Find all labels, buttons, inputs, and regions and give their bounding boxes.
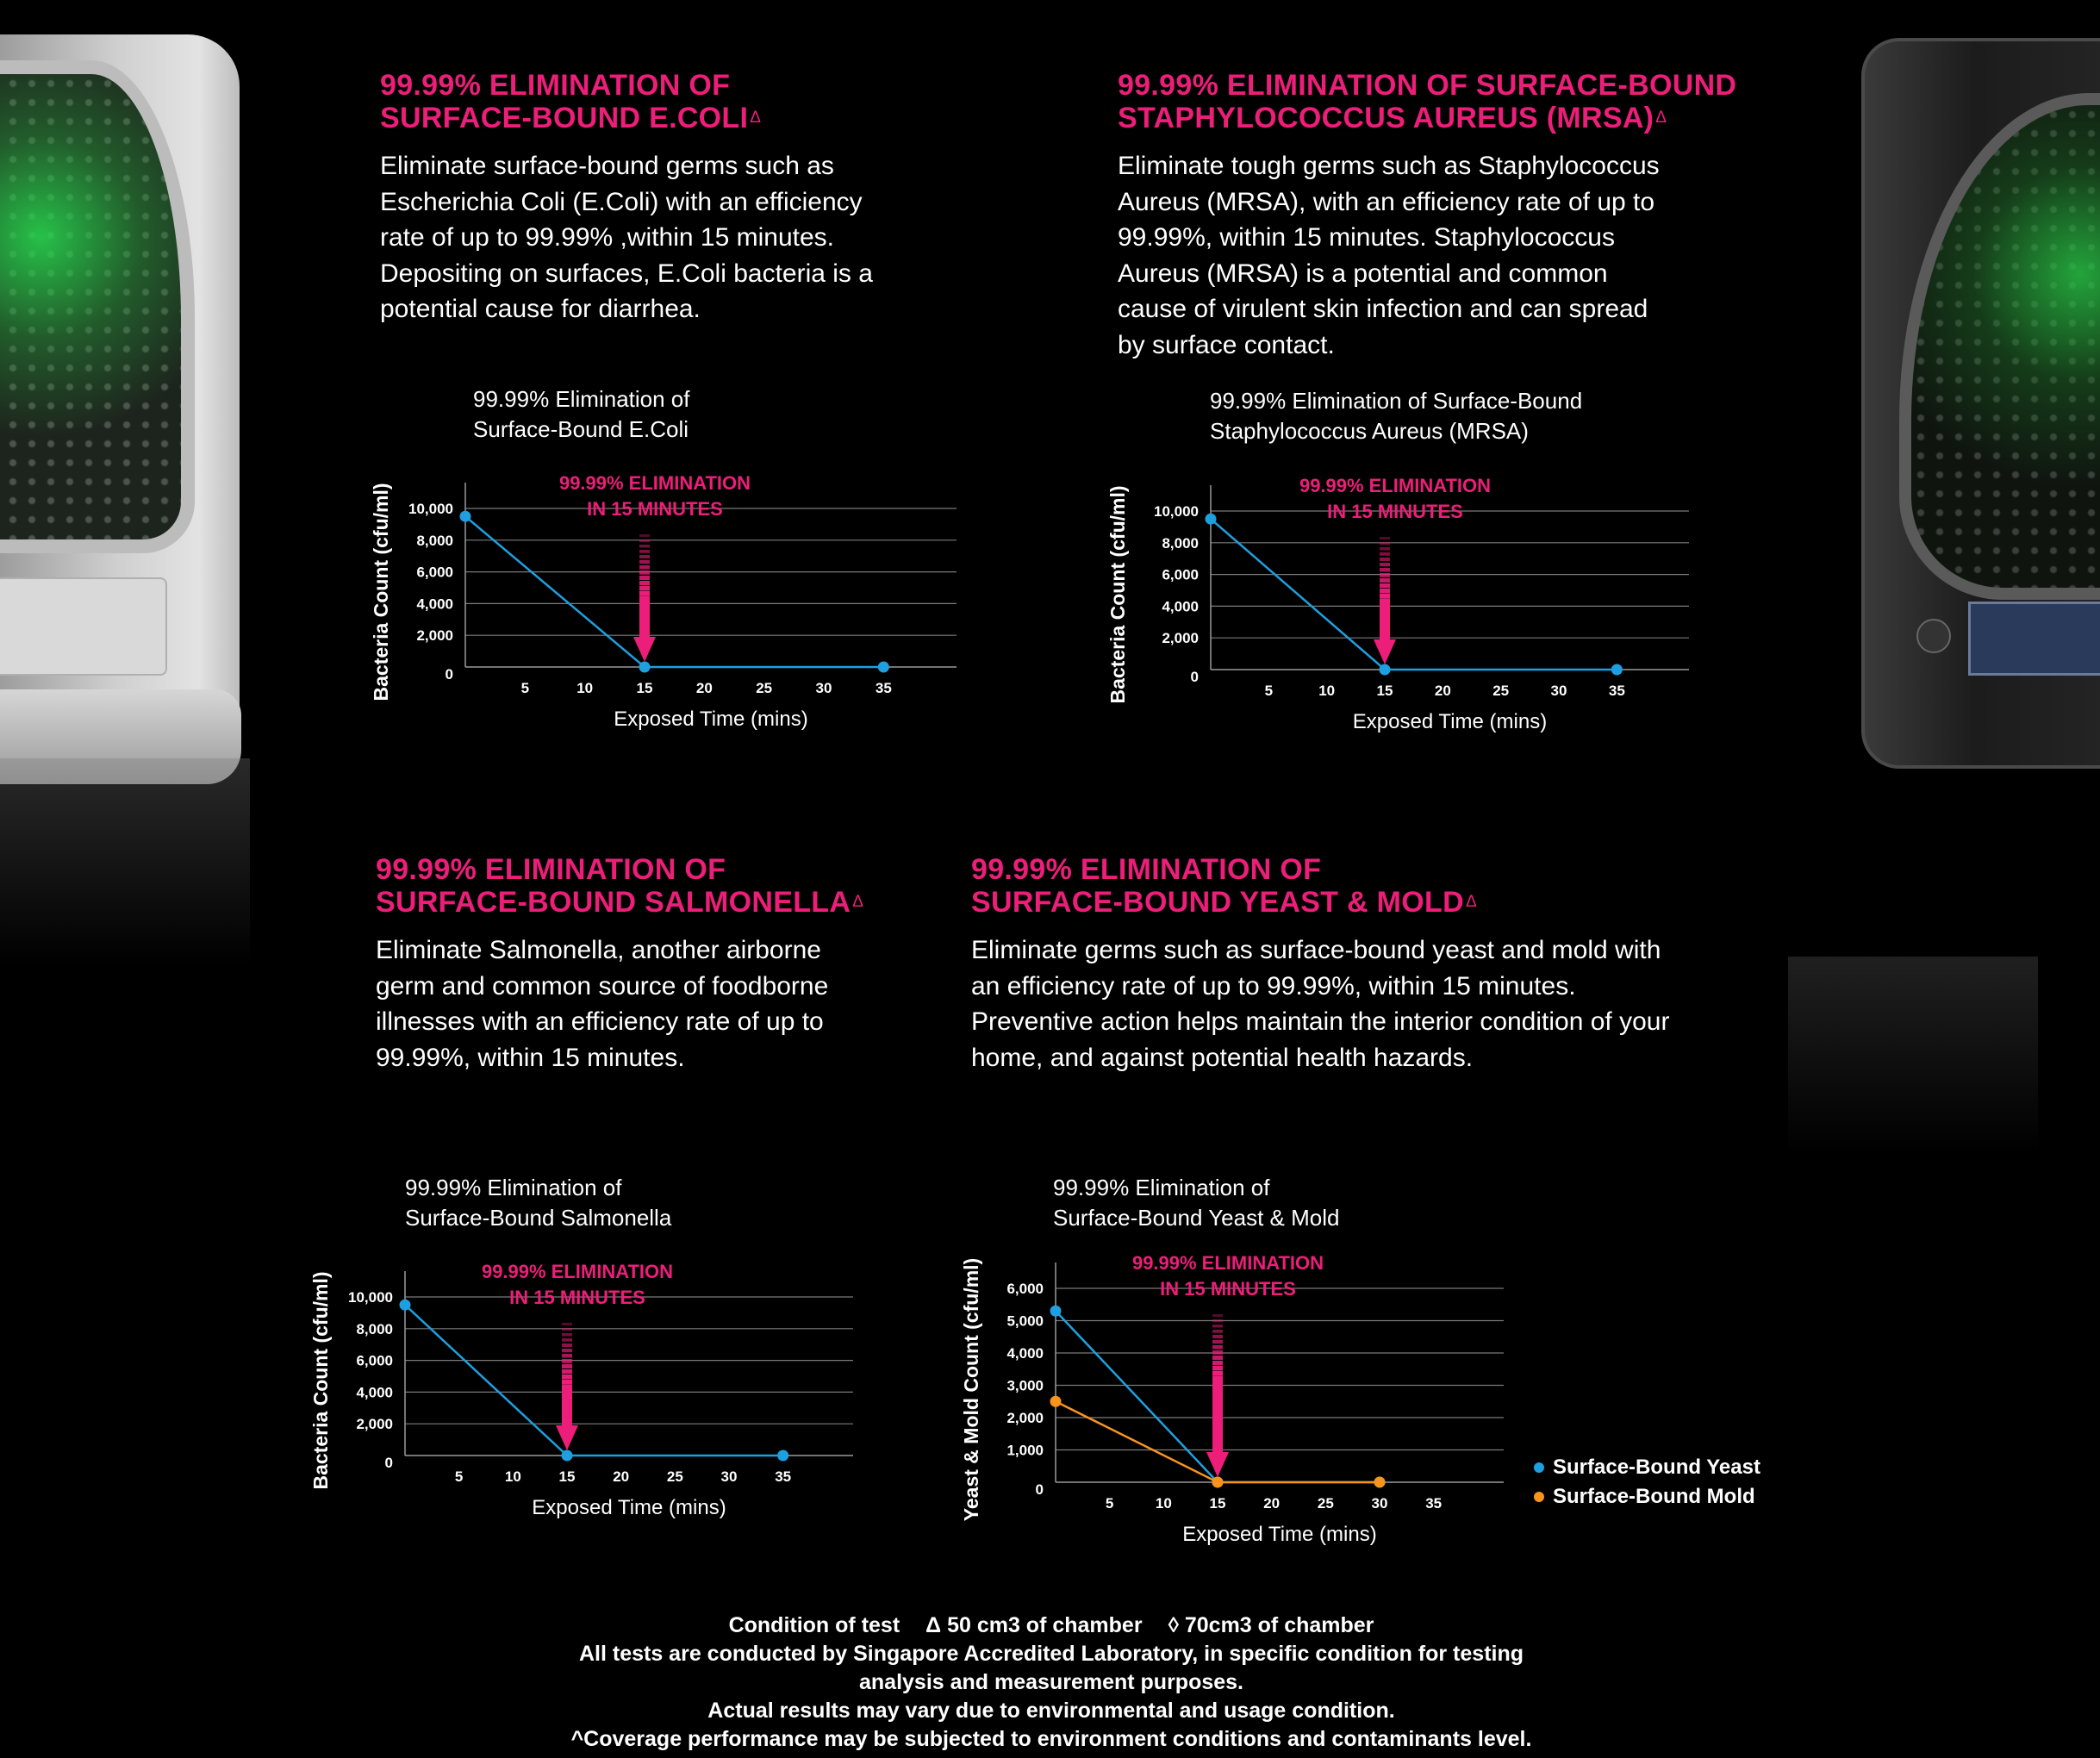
arrow-shaft-dash	[562, 1354, 572, 1358]
annotation-label: IN 15 MINUTES	[587, 498, 723, 520]
y-tick-label: 10,000	[1154, 503, 1199, 520]
y-tick-label: 6,000	[1162, 566, 1199, 583]
data-point	[1374, 1476, 1386, 1487]
arrow-shaft-dash	[1212, 1330, 1223, 1333]
data-point	[1050, 1396, 1062, 1407]
arrow-shaft-dash	[639, 622, 650, 627]
air-purifier-black-image	[1861, 38, 2100, 769]
ecoli-heading	[380, 69, 761, 134]
mrsa-description-line: 99.99%, within 15 minutes. Staphylococcus	[1118, 223, 1615, 252]
y-tick-label: 10,000	[348, 1289, 393, 1306]
y-tick-label: 10,000	[408, 501, 453, 517]
delta-marker: Δ	[1465, 893, 1477, 911]
arrow-shaft-dash	[562, 1323, 572, 1325]
ecoli-description-line: Eliminate surface-bound germs such as	[380, 152, 834, 180]
y-tick-label: 3,000	[1006, 1377, 1044, 1394]
delta-marker: Δ	[750, 109, 762, 127]
salmonella-description-line: 99.99%, within 15 minutes.	[376, 1043, 685, 1072]
arrow-shaft-dash	[1212, 1350, 1223, 1355]
footer-line: All tests are conducted by Singapore Accredited Laboratory, in specific condition for testing	[578, 1642, 1524, 1666]
arrow-shaft-dash	[1380, 578, 1390, 583]
y-axis-title: Yeast & Mold Count (cfu/ml)	[960, 1257, 982, 1522]
arrow-shaft-dash	[1212, 1371, 1223, 1376]
mrsa-heading-line-2: STAPHYLOCOCCUS AUREUS (MRSA) $^\Delta$	[1118, 102, 1667, 134]
arrow-shaft-dash	[1212, 1443, 1223, 1449]
arrow-shaft-dash	[1212, 1423, 1223, 1428]
mrsa-description-line: by surface contact.	[1118, 330, 1335, 359]
y-tick-label: 4,000	[416, 595, 453, 613]
y-tick-label: 8,000	[416, 532, 453, 549]
annotation-label: 99.99% ELIMINATION	[481, 1261, 674, 1282]
arrow-shaft-dash	[562, 1400, 572, 1406]
arrow-shaft-dash	[1380, 583, 1390, 588]
ecoli-description-line: potential cause for diarrhea.	[380, 295, 701, 323]
arrow-shaft-dash	[1380, 609, 1390, 614]
arrow-shaft-dash	[1380, 568, 1390, 572]
arrow-shaft-dash	[1212, 1433, 1223, 1438]
y-tick-label: 2,000	[1162, 630, 1199, 647]
footer-line: Actual results may vary due to environmental and usage condition.	[707, 1699, 1395, 1723]
arrow-shaft-dash	[1212, 1412, 1223, 1418]
series-line	[405, 1305, 783, 1456]
mrsa-line-chart	[1099, 468, 1702, 752]
x-tick-label: 10	[1318, 683, 1336, 699]
x-tick-label: 5	[520, 680, 530, 696]
yeast-mold-heading-line-1: 99.99% ELIMINATION OF	[971, 853, 1322, 886]
arrow-shaft-dash	[1380, 625, 1390, 630]
salmonella-description-line: illnesses with an efficiency rate of up to	[376, 1007, 824, 1036]
legend-item-mold	[1534, 1482, 1760, 1512]
arrow-shaft-dash	[562, 1328, 572, 1331]
conditions-line	[431, 1612, 1672, 1640]
arrow-shaft-dash	[562, 1359, 572, 1363]
x-tick-label: 25	[1317, 1495, 1334, 1512]
mrsa-description-line: Aureus (MRSA), with an efficiency rate of up to	[1118, 187, 1655, 216]
chart-title-line: Surface-Bound Yeast & Mold	[1053, 1205, 1340, 1231]
arrow-shaft-dash	[639, 586, 650, 591]
air-purifier-white-image	[0, 34, 240, 757]
arrow-shaft-dash	[639, 596, 650, 602]
x-tick-label: 25	[666, 1468, 683, 1485]
x-tick-label: 5	[1105, 1495, 1114, 1512]
arrow-shaft-dash	[562, 1390, 572, 1395]
arrow-shaft-dash	[1212, 1314, 1223, 1317]
annotation-label: 99.99% ELIMINATION	[558, 472, 751, 494]
y-tick-label: 4,000	[1162, 598, 1199, 615]
arrow-shaft-dash	[562, 1333, 572, 1337]
arrow-shaft-dash	[1212, 1376, 1223, 1381]
arrow-shaft-dash	[639, 545, 650, 548]
arrow-shaft-dash	[562, 1375, 572, 1380]
chart-title-line: Surface-Bound Salmonella	[405, 1205, 672, 1231]
y-tick-label: 0	[384, 1455, 393, 1471]
ecoli-description-line: Escherichia Coli (E.Coli) with an efficiency	[380, 187, 863, 216]
legend-item-yeast	[1534, 1453, 1760, 1482]
arrow-shaft-dash	[1380, 537, 1390, 539]
y-tick-label: 8,000	[1162, 534, 1199, 552]
y-tick-label: 0	[445, 666, 453, 683]
condition-label: Condition of test	[728, 1613, 900, 1637]
arrow-shaft-dash	[562, 1343, 572, 1347]
x-tick-label: 30	[1550, 683, 1567, 699]
arrow-shaft-dash	[639, 602, 650, 607]
salmonella-description	[376, 932, 828, 1075]
annotation-label: IN 15 MINUTES	[509, 1287, 645, 1308]
annotation-label: IN 15 MINUTES	[1160, 1278, 1296, 1300]
arrow-shaft-dash	[1380, 547, 1390, 551]
arrow-shaft-dash	[1380, 573, 1390, 577]
x-tick-label: 5	[454, 1468, 464, 1485]
data-point	[1050, 1306, 1062, 1317]
legend-label-mold: Surface-Bound Mold	[1553, 1485, 1755, 1508]
y-tick-label: 2,000	[356, 1416, 393, 1433]
arrow-shaft-dash	[1380, 630, 1390, 635]
footer-line: ^Coverage performance may be subjected to environment conditions and contaminants level.	[570, 1727, 1532, 1751]
y-tick-label: 6,000	[356, 1352, 393, 1369]
arrow-shaft-dash	[1212, 1361, 1223, 1365]
data-point	[878, 661, 889, 672]
ecoli-description	[380, 148, 873, 327]
yeast-mold-heading-line-2: SURFACE-BOUND YEAST & MOLD $^\Delta$	[971, 886, 1477, 919]
legend-dot-yeast	[1534, 1462, 1544, 1473]
y-tick-label: 8,000	[356, 1320, 393, 1337]
arrow-shaft-dash	[1380, 589, 1390, 594]
salmonella-chart-title	[405, 1173, 671, 1233]
arrow-shaft-dash	[1212, 1381, 1223, 1387]
arrow-shaft-dash	[1212, 1428, 1223, 1433]
legend-dot-mold	[1534, 1492, 1544, 1502]
yeast-mold-description-line: Eliminate germs such as surface-bound yeast and mold with	[971, 936, 1661, 964]
yeast-mold-description	[971, 932, 1669, 1075]
arrow-shaft-dash	[639, 565, 650, 570]
data-point	[1212, 1476, 1224, 1487]
x-axis-title: Exposed Time (mins)	[1352, 710, 1548, 733]
arrow-shaft-dash	[639, 550, 650, 553]
arrow-shaft-dash	[1380, 552, 1390, 556]
data-point	[400, 1300, 411, 1311]
arrow-shaft-dash	[639, 555, 650, 558]
x-tick-label: 20	[695, 680, 713, 696]
yeast-mold-legend	[1534, 1453, 1760, 1512]
arrow-shaft-dash	[562, 1411, 572, 1416]
x-tick-label: 15	[636, 680, 653, 696]
arrow-shaft-dash	[1212, 1319, 1223, 1322]
arrow-shaft-dash	[562, 1338, 572, 1342]
arrow-shaft-dash	[1212, 1397, 1223, 1402]
x-tick-label: 10	[504, 1468, 521, 1485]
y-tick-label: 0	[1190, 669, 1199, 685]
arrow-shaft-dash	[1212, 1387, 1223, 1392]
chart-title-line: 99.99% Elimination of Surface-Bound	[1210, 388, 1583, 414]
y-tick-label: 4,000	[1006, 1345, 1044, 1362]
arrow-shaft-dash	[1212, 1345, 1223, 1350]
arrow-shaft-dash	[1380, 604, 1390, 609]
yeast-mold-heading	[971, 853, 1477, 919]
y-tick-label: 0	[1035, 1481, 1044, 1498]
arrow-shaft-dash	[639, 607, 650, 612]
chart-title-line: Staphylococcus Aureus (MRSA)	[1210, 418, 1529, 444]
y-tick-label: 2,000	[416, 627, 453, 645]
mrsa-description-line: Aureus (MRSA) is a potential and common	[1118, 259, 1608, 288]
annotation-label: 99.99% ELIMINATION	[1131, 1252, 1324, 1274]
down-arrow-icon	[633, 637, 656, 662]
mrsa-heading	[1118, 69, 1736, 134]
test-conditions-footer	[431, 1612, 1672, 1754]
salmonella-heading-line-2: SURFACE-BOUND SALMONELLA $^\Delta$	[376, 886, 864, 919]
x-tick-label: 35	[775, 1468, 792, 1485]
data-point	[460, 511, 471, 522]
yeast-mold-line-chart	[952, 1250, 1512, 1555]
arrow-shaft-dash	[639, 617, 650, 622]
x-tick-label: 25	[1492, 683, 1510, 699]
legend-label-yeast: Surface-Bound Yeast	[1553, 1456, 1760, 1479]
x-tick-label: 15	[1209, 1495, 1226, 1512]
arrow-shaft-dash	[1380, 558, 1390, 561]
data-point	[639, 661, 651, 672]
data-point	[1611, 664, 1623, 675]
arrow-shaft-dash	[1212, 1407, 1223, 1412]
mrsa-description-line: cause of virulent skin infection and can spread	[1118, 295, 1648, 323]
arrow-shaft-dash	[1380, 563, 1390, 566]
y-axis-title: Bacteria Count (cfu/ml)	[1106, 485, 1129, 704]
data-point	[1206, 514, 1217, 525]
condition-chamber-70: ◊ 70cm3 of chamber	[1168, 1613, 1374, 1637]
ecoli-description-line: Depositing on surfaces, E.Coli bacteria is a	[380, 259, 873, 288]
x-tick-label: 5	[1264, 683, 1274, 699]
arrow-shaft-dash	[1380, 599, 1390, 604]
arrow-shaft-dash	[1212, 1392, 1223, 1397]
delta-marker: Δ	[852, 893, 864, 911]
arrow-shaft-dash	[639, 570, 650, 575]
yeast-mold-description-line: Preventive action helps maintain the interior condition of your	[971, 1007, 1670, 1036]
arrow-shaft-dash	[1380, 614, 1390, 620]
y-axis-title: Bacteria Count (cfu/ml)	[370, 483, 392, 701]
arrow-shaft-dash	[639, 612, 650, 617]
y-tick-label: 6,000	[416, 564, 453, 581]
air-purifier-white-reflection	[0, 758, 250, 965]
arrow-shaft-dash	[1212, 1366, 1223, 1371]
x-tick-label: 20	[613, 1468, 630, 1485]
x-tick-label: 35	[875, 680, 892, 696]
salmonella-heading-line-1: 99.99% ELIMINATION OF	[376, 853, 726, 886]
air-purifier-black-reflection	[1788, 957, 2038, 1155]
arrow-shaft-dash	[1212, 1356, 1223, 1360]
salmonella-description-line: Eliminate Salmonella, another airborne	[376, 936, 821, 964]
arrow-shaft-dash	[639, 591, 650, 596]
x-tick-label: 35	[1425, 1495, 1443, 1512]
x-tick-label: 30	[720, 1468, 738, 1485]
arrow-shaft-dash	[1380, 620, 1390, 625]
arrow-shaft-dash	[562, 1380, 572, 1385]
yeast-mold-description-line: home, and against potential health hazards.	[971, 1043, 1474, 1072]
ecoli-chart-title	[473, 384, 689, 445]
x-axis-title: Exposed Time (mins)	[1182, 1523, 1377, 1546]
x-tick-label: 35	[1608, 683, 1625, 699]
salmonella-line-chart	[302, 1254, 888, 1538]
delta-marker: Δ	[1655, 109, 1667, 127]
chart-title-line: Surface-Bound E.Coli	[473, 416, 689, 442]
arrow-shaft-dash	[1212, 1418, 1223, 1423]
mrsa-description-line: Eliminate tough germs such as Staphylococcus	[1118, 152, 1660, 180]
chart-title-line: 99.99% Elimination of	[405, 1175, 622, 1200]
chart-title-line: 99.99% Elimination of	[473, 386, 690, 412]
arrow-shaft-dash	[562, 1395, 572, 1400]
yeast-mold-chart-title	[1053, 1173, 1339, 1233]
x-tick-label: 15	[558, 1468, 576, 1485]
data-point	[777, 1449, 788, 1461]
annotation-label: 99.99% ELIMINATION	[1299, 475, 1492, 496]
x-tick-label: 30	[815, 680, 832, 696]
arrow-shaft-dash	[1212, 1438, 1223, 1443]
ecoli-description-line: rate of up to 99.99% ,within 15 minutes.	[380, 223, 834, 252]
x-tick-label: 30	[1371, 1495, 1388, 1512]
x-tick-label: 15	[1376, 683, 1393, 699]
chart-title-line: 99.99% Elimination of	[1053, 1175, 1270, 1200]
arrow-shaft-dash	[639, 627, 650, 633]
arrow-shaft-dash	[1212, 1325, 1223, 1328]
y-tick-label: 2,000	[1006, 1410, 1044, 1426]
x-axis-title: Exposed Time (mins)	[614, 708, 808, 731]
ecoli-heading-line-1: 99.99% ELIMINATION OF	[380, 69, 731, 102]
arrow-shaft-dash	[639, 560, 650, 564]
yeast-mold-description-line: an efficiency rate of up to 99.99%, within 15 minutes.	[971, 971, 1576, 1001]
arrow-shaft-dash	[1212, 1335, 1223, 1338]
down-arrow-icon	[556, 1425, 578, 1450]
arrow-shaft-dash	[562, 1406, 572, 1411]
arrow-shaft-dash	[1212, 1340, 1223, 1343]
x-tick-label: 10	[576, 680, 594, 696]
x-tick-label: 20	[1434, 683, 1451, 699]
annotation-label: IN 15 MINUTES	[1327, 501, 1463, 522]
y-tick-label: 5,000	[1006, 1312, 1044, 1330]
arrow-shaft-dash	[562, 1349, 572, 1352]
data-point	[1380, 664, 1391, 675]
x-axis-title: Exposed Time (mins)	[532, 1496, 726, 1519]
arrow-shaft-dash	[639, 539, 650, 542]
arrow-shaft-dash	[639, 534, 650, 537]
y-axis-title: Bacteria Count (cfu/ml)	[309, 1271, 332, 1490]
arrow-shaft-dash	[1212, 1402, 1223, 1407]
condition-chamber-50: Δ 50 cm3 of chamber	[925, 1613, 1143, 1637]
y-tick-label: 1,000	[1006, 1442, 1044, 1459]
mrsa-heading-line-1: 99.99% ELIMINATION OF SURFACE-BOUND	[1118, 69, 1737, 102]
footer-line: analysis and measurement purposes.	[858, 1670, 1243, 1694]
data-point	[562, 1449, 573, 1461]
salmonella-heading	[376, 853, 863, 919]
arrow-shaft-dash	[1380, 542, 1390, 545]
arrow-shaft-dash	[562, 1385, 572, 1390]
mrsa-chart-title	[1210, 386, 1582, 446]
arrow-shaft-dash	[1380, 594, 1390, 599]
y-tick-label: 4,000	[356, 1384, 393, 1401]
series-line	[465, 516, 883, 667]
ecoli-heading-line-2: SURFACE-BOUND E.COLI $^\Delta$	[380, 102, 762, 134]
arrow-shaft-dash	[562, 1416, 572, 1421]
x-tick-label: 25	[756, 680, 773, 696]
arrow-shaft-dash	[639, 576, 650, 580]
y-tick-label: 6,000	[1006, 1281, 1044, 1297]
arrow-shaft-dash	[562, 1364, 572, 1368]
down-arrow-icon	[1374, 639, 1396, 664]
series-line	[1211, 519, 1617, 670]
salmonella-description-line: germ and common source of foodborne	[376, 971, 829, 1001]
mrsa-description	[1118, 148, 1660, 363]
arrow-shaft-dash	[639, 581, 650, 585]
x-tick-label: 10	[1155, 1495, 1172, 1512]
x-tick-label: 20	[1263, 1495, 1281, 1512]
ecoli-line-chart	[362, 465, 965, 750]
arrow-shaft-dash	[562, 1369, 572, 1374]
